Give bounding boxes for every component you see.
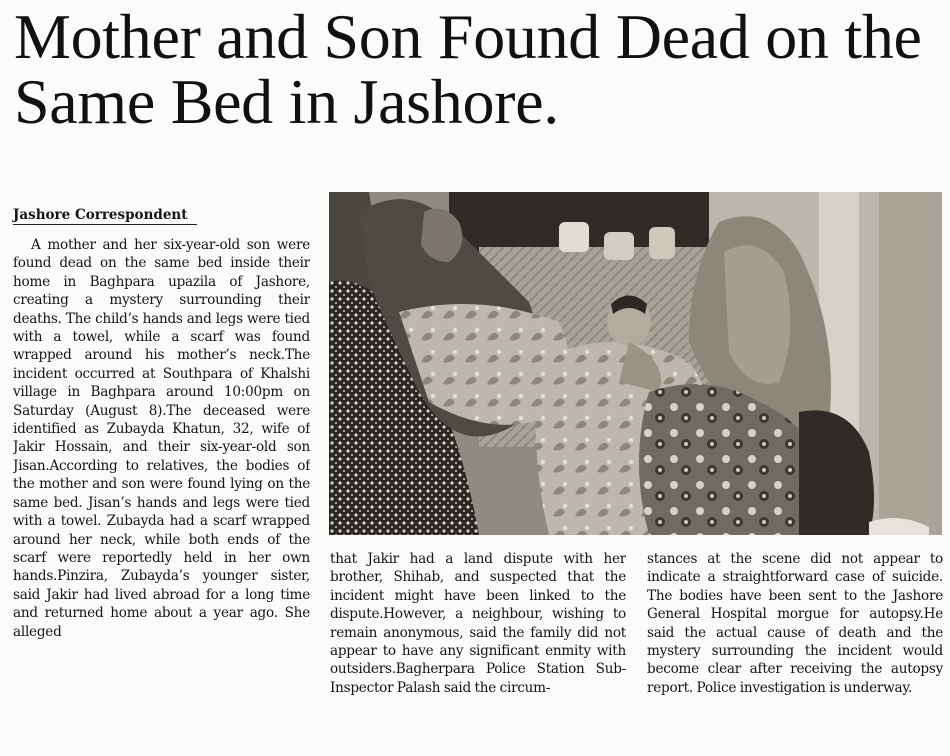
news-photo bbox=[329, 192, 942, 535]
byline: Jashore Correspondent bbox=[13, 207, 197, 225]
article-column-2: that Jakir had a land dispute with her brother, Shihab, and suspected that the incident might have been linked to the dispute.However, a neighbour, wishing to remain anonymous, said the family did not appear to have any significant enmity with outsiders.Bagherpara Police Station Sub-Inspector Palash said the circum- bbox=[330, 551, 626, 696]
article-column-3: stances at the scene did not appear to indicate a straightforward case of suicide. The bodies have been sent to the Jashore General Hospital morgue for autopsy.He said the actual cause of death and the mystery surrounding the incident would become clear after receiving the autopsy report. Police investigation is underway. bbox=[647, 551, 943, 696]
headline: Mother and Son Found Dead on the Same Bed in Jashore. bbox=[14, 1, 922, 137]
article-column-1: A mother and her six-year-old son were found dead on the same bed inside their home in Baghpara upazila of Jashore, creating a mystery surrounding their deaths. The child’s hands and legs were tied with a towel, while a scarf was found wrapped around his mother’s neck.The incident occurred at Southpara of Khalshi village in Baghpara around 10:00pm on Saturday (August 8).The deceased were identified as Zubayda Khatun, 32, wife of Jakir Hossain, and their six-year-old son Jisan.According to relatives, the bodies of the mother and son were found lying on the same bed. Jisan’s hands and legs were tied with a towel. Zubayda had a scarf wrapped around her neck, while both ends of the scarf were reportedly held in her own hands.Pinzira, Zubayda’s younger sister, said Jakir had lived abroad for a long time and returned home about a year ago. She alleged bbox=[13, 237, 310, 640]
